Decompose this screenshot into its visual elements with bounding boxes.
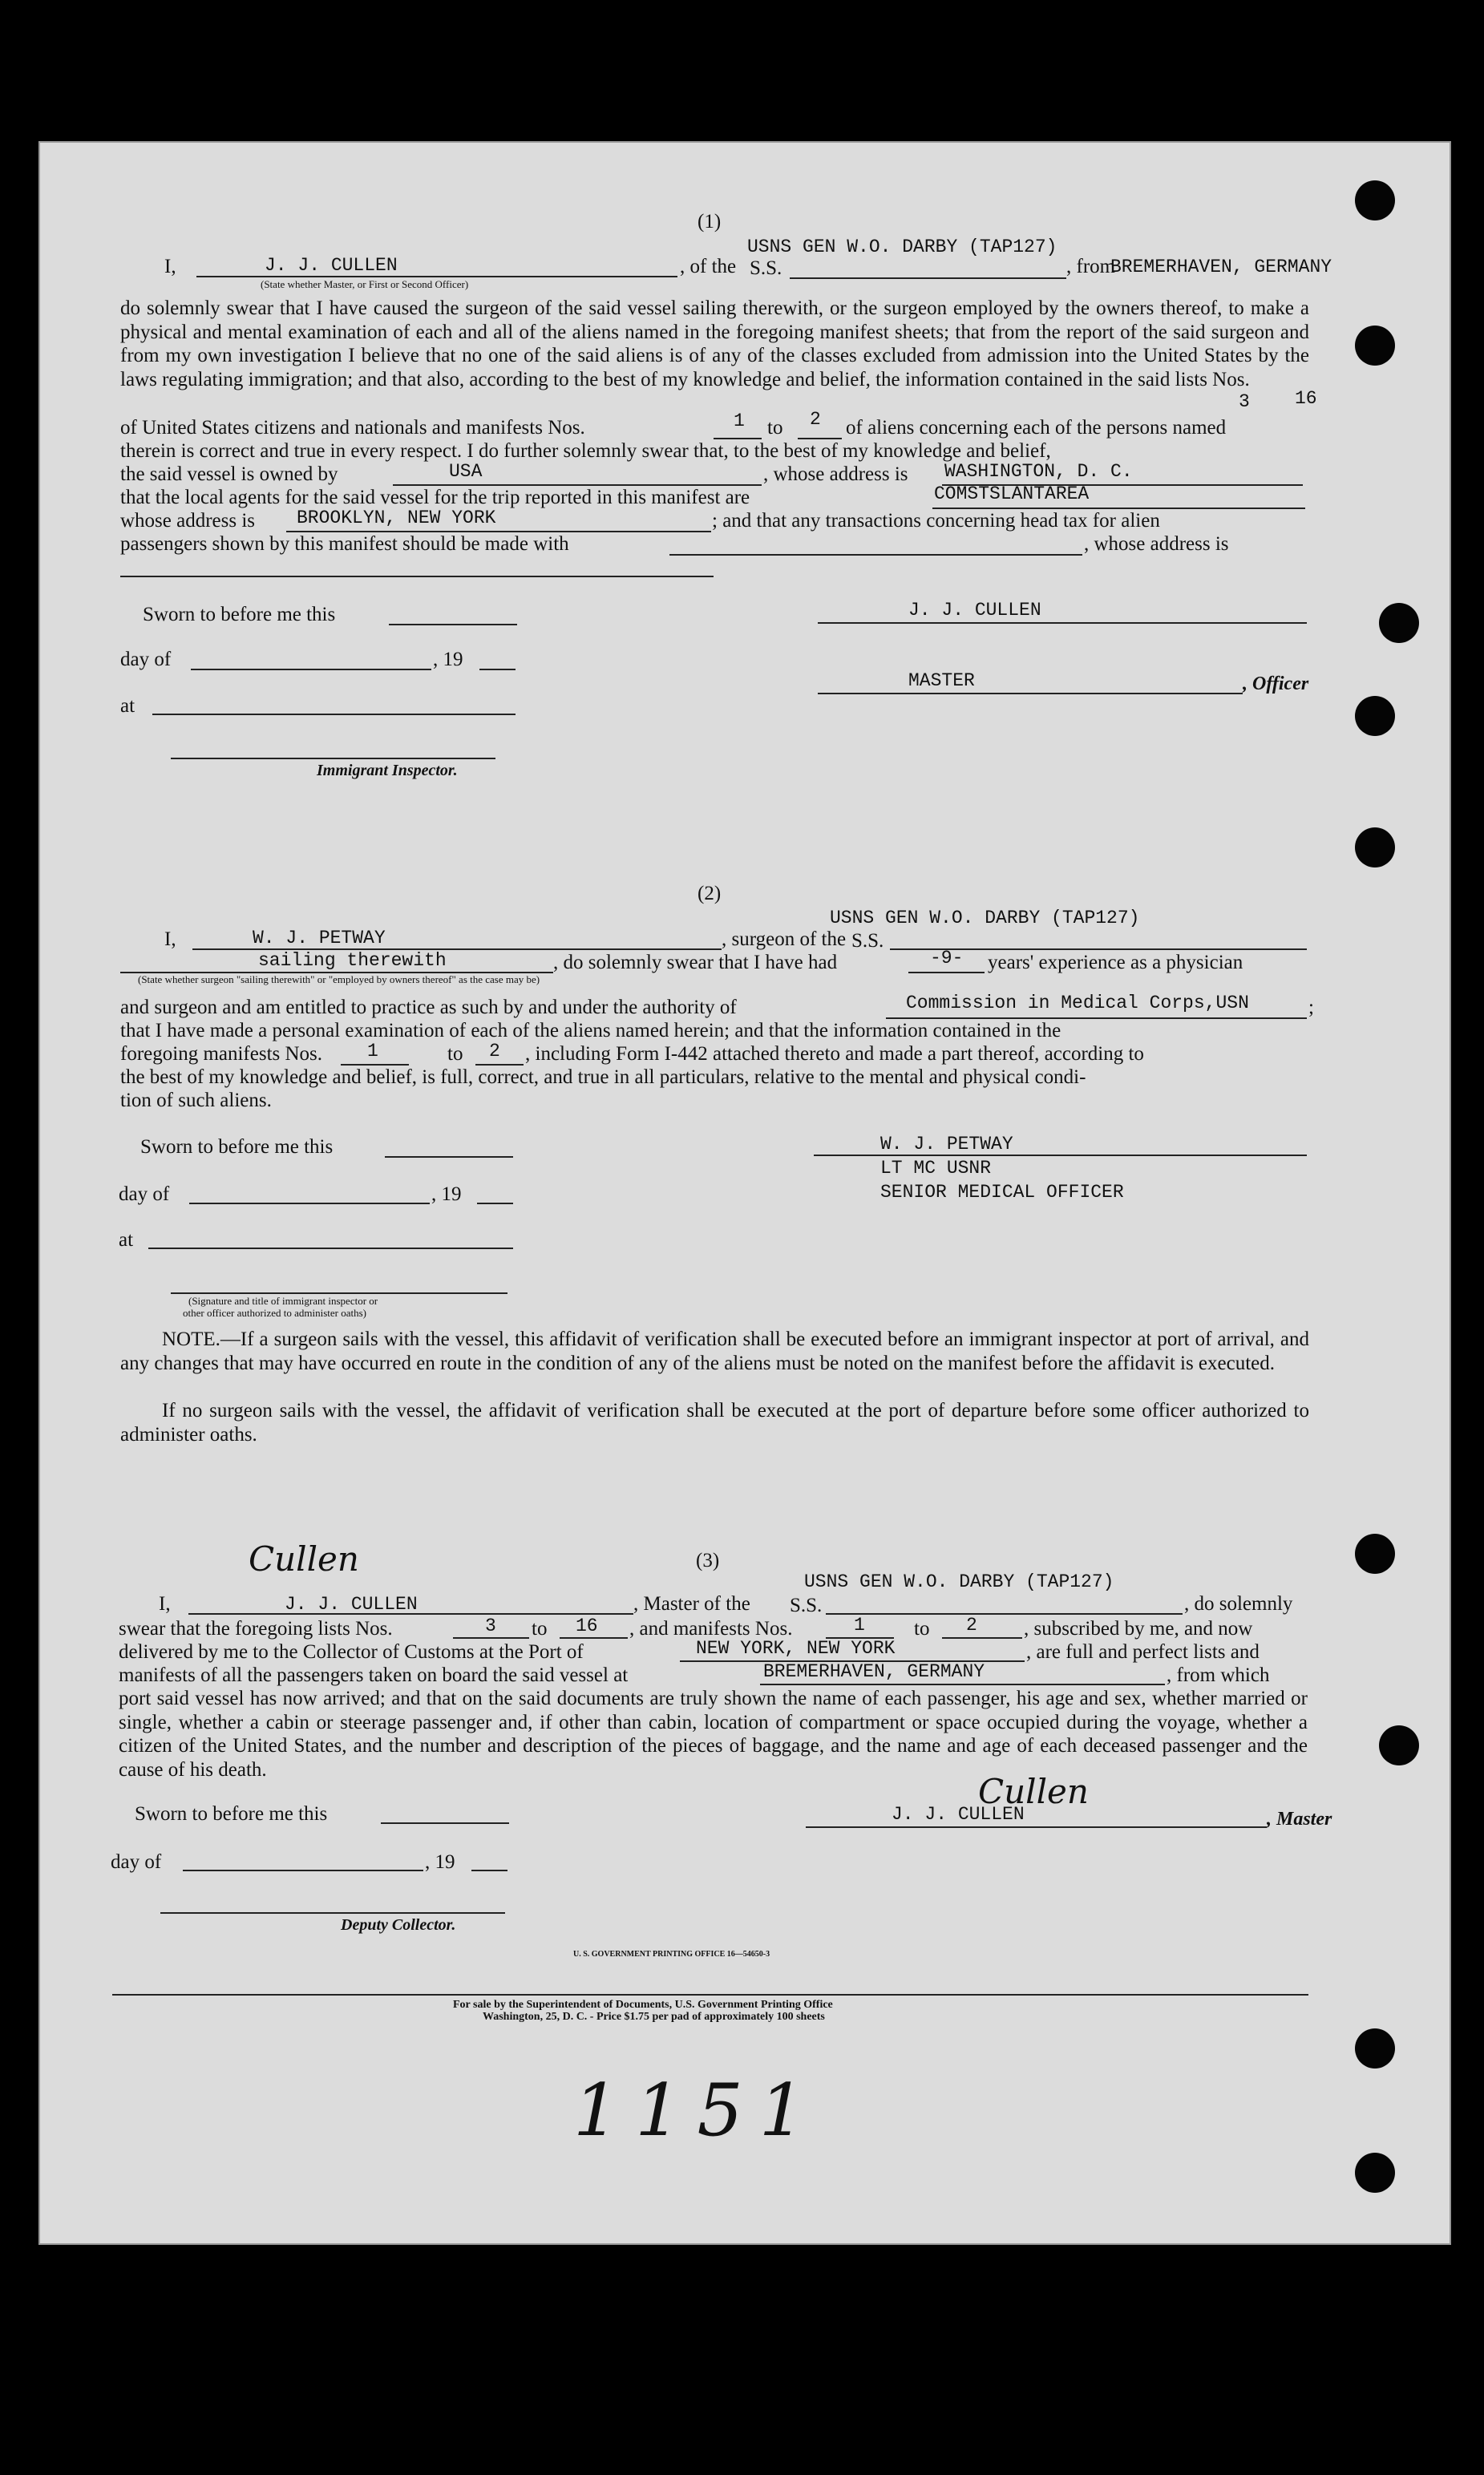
departure-port: BREMERHAVEN, GERMANY <box>763 1661 985 1682</box>
signature: Cullen <box>249 1539 359 1579</box>
master-title: MASTER <box>908 670 975 691</box>
note-paragraph: NOTE.—If a surgeon sails with the vessel, this affidavit of verification shall be executed before an immigrant inspector at port of arrival, and any changes that may have occurred en route in the condition of any of the aliens must be noted on the manifest before the affidavit is executed. <box>120 1328 1309 1374</box>
sale-notice: For sale by the Superintendent of Documents, U.S. Government Printing Office <box>453 1999 833 2011</box>
master-signature-name: J. J. CULLEN <box>908 600 1041 621</box>
punch-hole <box>1379 1725 1419 1765</box>
punch-hole <box>1355 2028 1395 2069</box>
surgeon-name: W. J. PETWAY <box>253 928 386 948</box>
deputy-collector-label: Deputy Collector. <box>341 1916 456 1934</box>
owner-address: WASHINGTON, D. C. <box>944 461 1133 482</box>
punch-hole <box>1355 180 1395 220</box>
inspector-label: Immigrant Inspector. <box>317 762 458 779</box>
oath-paragraph: do solemnly swear that I have caused the surgeon of the said vessel sailing therewith, or the surgeon employed by the owners thereof, to make a physical and mental examination of each and all of the aliens named in the foregoing manifest sheets; that from the report of the said surgeon and from my own investigation I believe that no one of the said aliens is of any of the classes excluded from admission into the United States by the laws regulating immigration; and that also, according to the best of my knowledge and belief, the information contained in the said lists Nos. <box>120 297 1309 390</box>
master-name: J. J. CULLEN <box>265 255 398 276</box>
authority: Commission in Medical Corps,USN <box>906 993 1249 1013</box>
vessel-name: USNS GEN W.O. DARBY (TAP127) <box>804 1571 1114 1592</box>
master-name: J. J. CULLEN <box>285 1594 418 1615</box>
signature: Cullen <box>978 1772 1089 1811</box>
punch-hole <box>1355 1534 1395 1574</box>
agents: COMSTSLANTAREA <box>934 483 1090 504</box>
printing-office: U. S. GOVERNMENT PRINTING OFFICE 16—54650-3 <box>573 1950 770 1959</box>
punch-hole <box>1355 2153 1395 2193</box>
note-paragraph: If no surgeon sails with the vessel, the affidavit of verification shall be executed at the port of departure before some officer authorized to administer oaths. <box>120 1400 1309 1446</box>
punch-hole <box>1355 827 1395 867</box>
owner: USA <box>449 461 483 482</box>
vessel-name: USNS GEN W.O. DARBY (TAP127) <box>747 237 1057 257</box>
section-number: (1) <box>698 211 722 233</box>
master-signature-name: J. J. CULLEN <box>892 1804 1025 1825</box>
oath-i: I, <box>164 256 176 277</box>
section-number: (3) <box>696 1550 720 1571</box>
punch-hole <box>1355 326 1395 366</box>
punch-hole <box>1355 696 1395 736</box>
vessel-name: USNS GEN W.O. DARBY (TAP127) <box>830 908 1140 928</box>
sale-notice: Washington, 25, D. C. - Price $1.75 per pad of approximately 100 sheets <box>483 2011 825 2023</box>
arrival-port: NEW YORK, NEW YORK <box>696 1638 896 1659</box>
departure-port: BREMERHAVEN, GERMANY <box>1110 257 1332 277</box>
punch-hole <box>1379 603 1419 643</box>
years-experience: -9- <box>930 948 964 969</box>
section-number: (2) <box>698 883 722 904</box>
oath-paragraph: port said vessel has now arrived; and that on the said documents are truly shown the name of each passenger, his age and sex, whether married or single, whether a cabin or steerage passenger and, if other than cabin, location of compartment or space occupied during the voyage, whether a citizen of the United States, and the number and description of the pieces of baggage, and the name and age of each deceased passenger and the cause of his death. <box>119 1688 1308 1781</box>
handwritten-number: 1151 <box>573 2069 822 2153</box>
agents-address: BROOKLYN, NEW YORK <box>297 508 496 528</box>
surgeon-signature-name: W. J. PETWAY <box>880 1134 1013 1155</box>
